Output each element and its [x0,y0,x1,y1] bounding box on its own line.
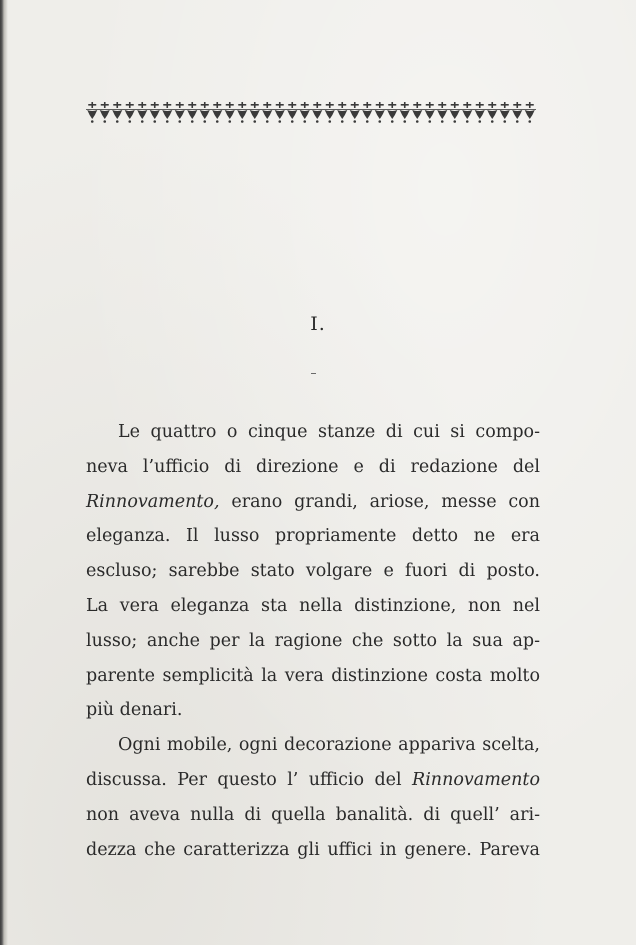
text-line: lusso; anche per la ragione che sotto la sua ap- [86,630,540,651]
text-line: Ogni mobile, ogni decorazione appariva scelta, [118,735,540,756]
page-binding-edge [0,0,8,945]
chapter-number: I. [310,313,326,335]
text-line: La vera eleganza sta nella distinzione, non nel [86,595,540,616]
text-line: non aveva nulla di quella banalità. di quell’ ari- [86,804,540,825]
journal-title: Rinnovamento, [86,491,220,512]
text-line: eleganza. Il lusso propriamente detto ne era [86,526,540,547]
text-line: neva l’ufficio di direzione e di redazione del [86,456,540,477]
ornamental-border [86,102,536,124]
text-line: Rinnovamento, erano grandi, ariose, messe con [86,491,540,512]
chapter-separator [311,373,316,374]
text-line: escluso; sarebbe stato volgare e fuori di posto. [86,561,540,582]
text-line: dezza che caratterizza gli uffici in genere. Pareva [86,839,540,860]
text-line: parente semplicità la vera distinzione costa molto [86,665,540,686]
body-text [86,415,540,867]
paragraph-2 [86,728,540,867]
journal-title: Rinnovamento [412,769,540,790]
text-line: discussa. Per questo l’ ufficio del Rinnovamento [86,769,540,790]
text-line: Le quattro o cinque stanze di cui si compo- [118,422,540,442]
paragraph-1 [86,415,540,728]
text-line: più denari. [86,700,183,721]
